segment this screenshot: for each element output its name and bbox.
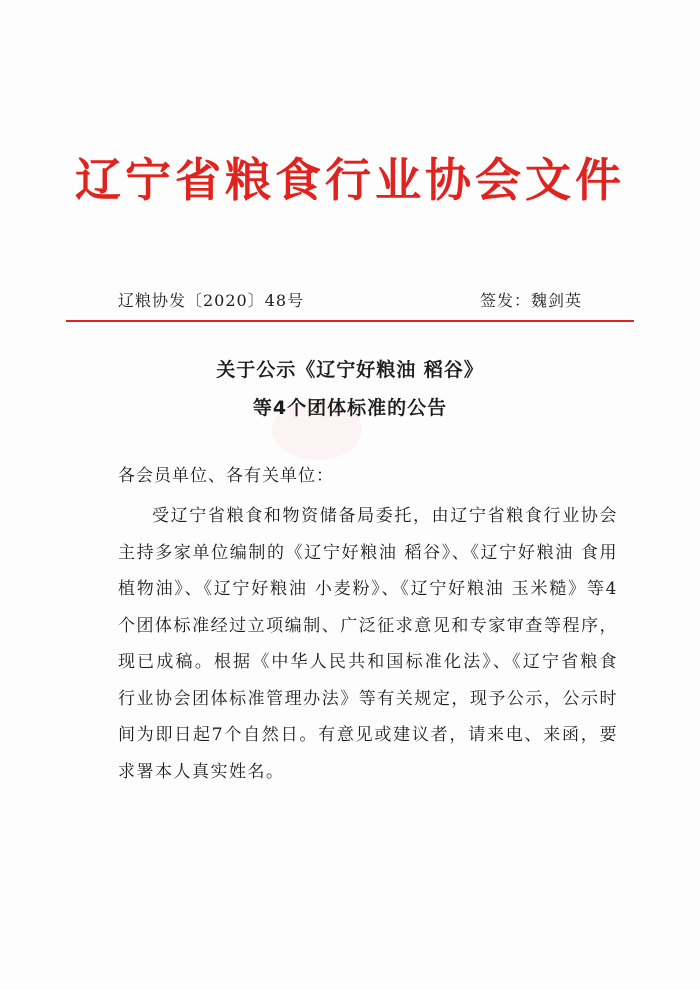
salutation: 各会员单位、各有关单位：	[118, 466, 334, 486]
notice-title-line-2: 等4个团体标准的公告	[252, 397, 448, 419]
document-header-title: 辽宁省粮食行业协会文件	[75, 153, 625, 207]
body-paragraph: 受辽宁省粮食和物资储备局委托，由辽宁省粮食行业协会主持多家单位编制的《辽宁好粮油 稻谷》、《辽宁好粮油 食用植物油》、《辽宁好粮油 小麦粉》、《辽宁好粮油 玉米糙》等4个团体标准经过立项编制、广泛征求意见和专家审查等程序，现已成稿。根据《中华人民共和国标准化法》、《辽宁省粮食行业协会团体标准管理办法》等有关规定，现予公示，公示时间为即日起7个自然日。有意见或建议者，请来电、来函，要求署本人真实姓名。	[118, 506, 618, 782]
header-divider	[66, 320, 634, 322]
signer-label: 签发：魏剑英	[480, 291, 583, 310]
notice-title-line-1: 关于公示《辽宁好粮油 稻谷》	[216, 359, 484, 381]
document-number: 辽粮协发〔2020〕48号	[118, 291, 305, 310]
